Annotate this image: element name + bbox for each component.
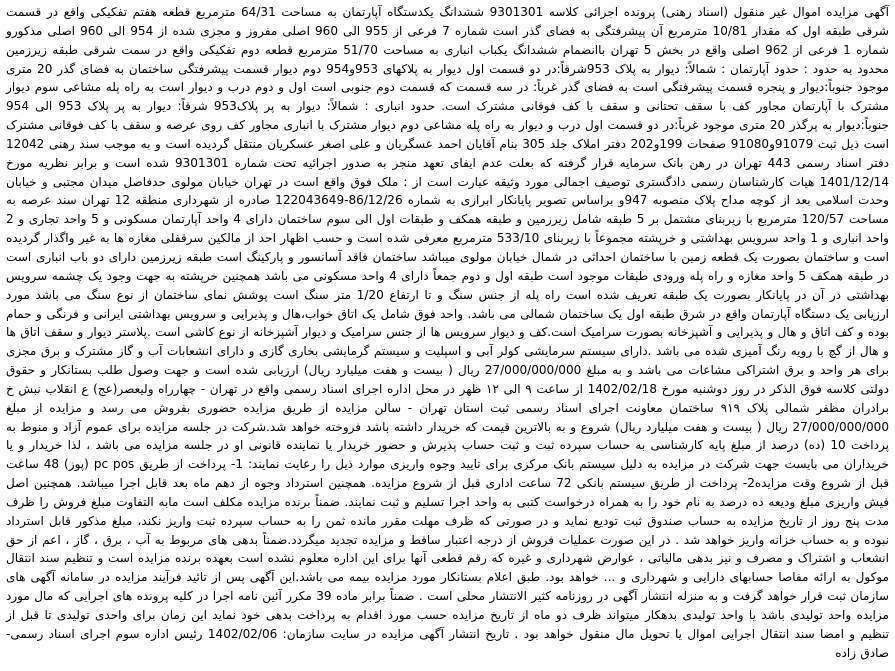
- auction-notice-body-text: آگهی مزایده اموال غیر منقول (اسناد رهنی) پرونده اجرائی کلاسه 9301301 ششدانگ یکدستگاه آپارتمان به مساحت 64/31 مترمربع قطعه هفتم تفکیکی واقع در قسمت شرقی طبقه اول که مقدار 10/81 مترمربع آن پیشرفتگی به فضای گذر است شماره 7 فرعی از 955 الی 960 اصلی مفروز و مجزی شده از 954 الی 960 اصلی مذکورو شماره 1 فرعی از 962 اصلی واقع در بخش 5 تهران باانضمام ششدانگ یکباب انباری به مساحت 51/70 مترمربع قطعه دوم تفکیکی واقع در سمت شرقی طبقه زیرزمین محدود به حدود : حدود آپارتمان : شمالاً: دیوار به پلاک 953شرقاً:در دو قسمت اول دیوار به پلاکهای 953و954 دوم دیوار قسمت پیشرفتگی ساختمان به فضای گذر 20 متری موجود جنوباً:دیوار و پنجره قسمت پیشرفتگی است به فضای گذر غرباً: در سه قسمت که قسمت دوم جنوبی است اول و دوم درب و دیوار است به راه پله مشاعی سوم دیوار مشترک با آپارتمان مجاور کف با سقف تحتانی و سقف با کف فوقانی مشترک است. حدود انباری : شمالاً: دیوار به پر پلاک953 شرقاً: دیوار به پر پلاک 953 الی 954 جنوباً:دیوار به پرگذر 20 متری موجود غرباً:در دو قسمت اول درب و دیوار به راه پله مشاعی دوم دیوار مشترک با انباری مجاور کف روی عرصه و سقف با کف فوقانی مشترک است ذیل ثبت 91079و91080 صفحات 199و202 دفتر املاک جلد 305 بنام آقایان احمد عسگریان و علی اصغر عسکریان منتقل گردیده است و به موجب سند رهنی 12042 دفتر اسناد رسمی 443 تهران در رهن بانک سرمایه قرار گرفته که بعلت عدم ایفای تعهد منجر به صدور اجرائیه تحت شماره 9301301 شده است و برابر نظریه مورخ 1401/12/14 هیات کارشناسان رسمی دادگستری توصیف اجمالی مورد وثیقه عبارت است از : ملک فوق واقع است در تهران خیابان مولوی حدفاصل میدان مجتبی و خیابان وحدت اسلامی بعد از کوچه مداح پلاک منصوبه 947و براساس تصویر پایانکار ابرازی به شماره 86/12/26-122043649 صادره از شهرداری منطقه 12 تهران سند عرصه به مساحت 120/57 مترمربع با زیربنای مشتمل بر 5 طبقه شامل زیرزمین و طبقه همکف و طبقات اول الی سوم ساختمان دارای 4 واحد آپارتمان مسکونی و 5 واحد تجاری و 2 واحد انباری و 1 واحد سرویس بهداشتی و خرپشته مجموعاً با زیربنای 533/10 مترمربع معرفی شده است و حسب اظهار احد از مالکین سرقفلی مغازه ها به غیر واگذار گردیده است و ساختمان بصورت یک قطعه زمین با ساختمان احداثی در شمال خیابان مولوی میباشد ساختمان فاقد آسانسور و پارکینگ است طبقه زیرزمین دارای دو باب انباری است در طبقه همکف 5 واحد مغازه و راه پله ورودی طبقات موجود است طبقه اول و دوم جمعاً دارای 4 واحد مسکونی می باشد همچنین خرپشته به جهت وجود یک چشمه سرویس بهداشتی در آن در پایانکار بصورت یک طبقه تعریف شده است راه پله از جنس سنگ و تا ارتفاع 1/20 متر سنگ است پوشش نمای ساختمان از نوع سنگ می باشد مورد ارزیابی یک دستگاه آپارتمان واقع در شرق طبقه اول یک ساختمان شمالی می باشد. واحد فوق شامل یک اتاق خواب،هال و پذیرایی و سرویس بهداشتی ایرانی و فرنگی و حمام بوده و کف اتاق و هال و پذیرایی و آشپزخانه بصورت سرامیک است.کف و دیوار سرویس ها از جنس سرامیک و دیوار آشپزخانه از نوع کاشی است .پلاستر دیوار و سقف اتاق ها و هال از گچ با رویه رنگ آمیزی شده می باشد .دارای سیستم سرمایشی کولر آبی و اسپلیت و سیستم گرمایشی بخاری گازی و دارای انشعابات آب و گاز مشترک و برق مجزی برای هر واحد و برق اشتراکی مشاعات می باشد و به مبلغ 27/000/000/000 ریال ( بیست و هفت میلیارد ریال) ارزیابی شده است و جهت وصول طلب بستانکار و حقوق دولتی کلاسه فوق الذکر در روز دوشنبه مورخ 1402/02/18 از ساعت ۹ الی ۱۲ ظهر در محل اداره اجرای اسناد رسمی واقع در تهران - چهارراه ولیعصر(عج) ع انقلاب نبش خ برادران مظفر شمالی پلاک ۹۱۹ ساختمان معاونت اجرای اسناد رسمی ثبت استان تهران - سالن مزایده از طریق مزایده حضوری بفروش می رسد و مزایده از مبلغ 27/000/000/000 ریال ( بیست و هفت میلیارد ریال) شروع و به بالاترین قیمت که خریدار داشته باشد فروخته خواهد شد.شرکت در جلسه مزایده برای عموم آزاد و منوط به پرداخت 10 (ده) درصد از مبلغ پایه کارشناسی به حساب سپرده ثبت و ثبت حساب پذیرش و حضور خریدار یا نماینده قانونی او در جلسه مزایده می باشد ، لذا خریدار و یا خریداران می بایست جهت شرکت در مزایده به دلیل سیستم بانک مرکزی برای تایید وجوه واریزی موارد ذیل را رعایت نمایند: 1- پرداخت از طریق pc pos (پوز) 48 ساعت قبل از شروع وقت مزایده2- پرداخت از طریق سیستم بانکی 72 ساعت اداری قبل از شروع مزایده. همچنین استرداد وجوه از دهم ماه بعد قابل اجرا میباشد. همچنین اصل فیش واریزی مبلغ ودیعه ده درصد به نام خود را به همراه درخواست کتبی به واحد اجرا تسلیم و ثبت نمایند. ضمناً برنده مزایده مکلف است مابه التفاوت مبلغ فروش را ظرف مدت پنج روز از تاریخ مزایده به حساب صندوق ثبت تودیع نماید و در صورتی که ظرف مهلت مقرر مانده ثمن را به حساب سپرده ثبت واریز نکند، مبلغ مذکور قابل استرداد نبوده و به حساب خزانه واریز خواهد شد . در این صورت عملیات فروش از درجه اعتبار ساقط و مزایده تجدید میگردد.ضمناً بدهی های مربوط به آب ، برق ، گاز ، اعم از حق انشعاب و اشتراک و مصرف و نیز بدهی مالیاتی ، عوارض شهرداری و غیره که رقم قطعی آنها برای این اداره معلوم نشده است بعهده برنده مزایده است و تنظیم سند انتقال موکول به ارائه مفاصا حسابهای دارایی و شهرداری و ... خواهد بود. طبق اعلام بستانکار مورد مزایده بیمه می باشد.این آگهی پس از تائید فرآیند مزایده در سامانه آگهی های سازمان ثبت قرار خواهد گرفت و به منزله انتشار آگهی در روزنامه کثیر الانتشار محلی است . ضمناً برابر ماده 39 مکرر آئین نامه اجرا در کلیه پرونده های اجرایی که مال مورد مزایده واحد تولیدی باشد یا واحد تولیدی بدهکار میتواند ظرف دو ماه از تاریخ مزایده حسب مورد اقدام به پرداخت بدهی خود نماید این زمان برای واحدی تولیدی تا قبل از تنظیم و امضا سند انتقال اجرایی اموال یا تحویل مال منقول خواهد بود . تاریخ انتشار آگهی مزایده در سایت سازمان: 1402/02/06 رئیس اداره سوم اجرای اسناد رسمی- صادق زاده: [6, 5, 890, 660]
